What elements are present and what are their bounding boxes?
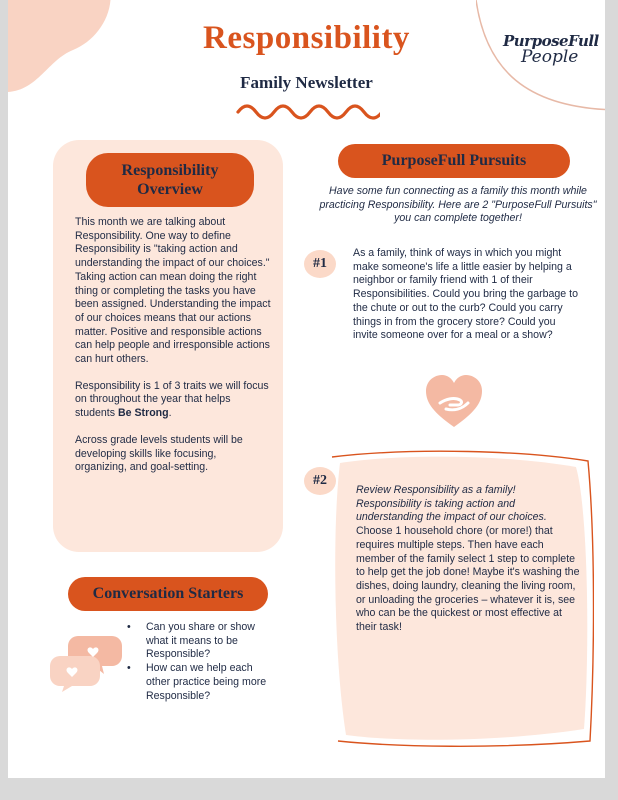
conversation-item-1: • Can you share or show what it means to be Responsible?	[123, 621, 273, 662]
overview-heading-line-1: Responsibility	[121, 162, 219, 179]
heart-hands-icon	[424, 373, 484, 431]
conversation-list	[123, 621, 273, 703]
pursuit-number-2: #2	[313, 473, 327, 488]
squiggle-divider	[234, 100, 380, 122]
conversation-heading: Conversation Starters	[68, 577, 268, 611]
conversation-item-2: • How can we help each other practice being more Responsible?	[123, 662, 273, 703]
page-subtitle: Family Newsletter	[240, 73, 373, 92]
speech-bubbles-icon	[48, 632, 126, 694]
logo-line-1: PurposeFull	[503, 32, 599, 50]
purposefull-people-logo	[503, 34, 603, 66]
overview-paragraph-2-end: .	[168, 407, 172, 420]
overview-paragraph-3: Across grade levels students will be developing skills like focusing, organizing, and goal-setting.	[75, 433, 243, 474]
pursuits-heading: PurposeFull Pursuits	[338, 144, 570, 178]
pursuit-1-text: As a family, think of ways in which you might make someone's life a little easier by helping a neighbor or family friend with 1 of their Responsibilities. Could you bring the garbage to the chute or out to the curb? Could you carry things in from the grocery store? Could you invite someone over for a meal or a show?	[353, 247, 578, 342]
overview-paragraph-2-text: Responsibility is 1 of 3 traits we will focus on throughout the year that helps students	[75, 379, 269, 420]
pursuit-2-italic-text: Review Responsibility as a family! Responsibility is taking action and understanding the impact of our choices.	[356, 484, 547, 524]
pursuit-2-body-text: Choose 1 household chore (or more!) that requires multiple steps. Then have each member of the family select 1 step to complete to help get the job done! Maybe it's washing the dishes, doing laundry, cleaning the living room, or unloading the groceries – whatever it is, see who can be the quickest or most effective at their task!	[356, 525, 580, 634]
newsletter-page	[8, 0, 605, 778]
decorative-blob	[8, 0, 128, 100]
pursuits-intro: Have some fun connecting as a family this month while practicing Responsibility. Here are 2 "PurposeFull Pursuits" you can complete together!	[319, 185, 597, 225]
pursuit-number-1: #1	[313, 256, 327, 271]
overview-paragraph-1: This month we are talking about Responsibility. One way to define Responsibility is "taking action and understanding the impact of our choices." Taking action can mean doing the right thing or completing the tasks you have been assigned. Understanding the impact of our choices means that our actions matter. Positive and responsible actions can help people and irresponsible actions can hurt others.	[75, 216, 271, 366]
overview-heading-line-2: Overview	[137, 181, 203, 198]
overview-heading	[86, 153, 254, 207]
overview-text	[75, 216, 271, 488]
be-strong-text: Be Strong	[118, 407, 169, 420]
logo-line-2: People	[521, 47, 579, 67]
page-title: Responsibility	[203, 20, 410, 56]
pursuit-2-text	[356, 484, 581, 635]
overview-paragraph-2	[75, 380, 271, 421]
